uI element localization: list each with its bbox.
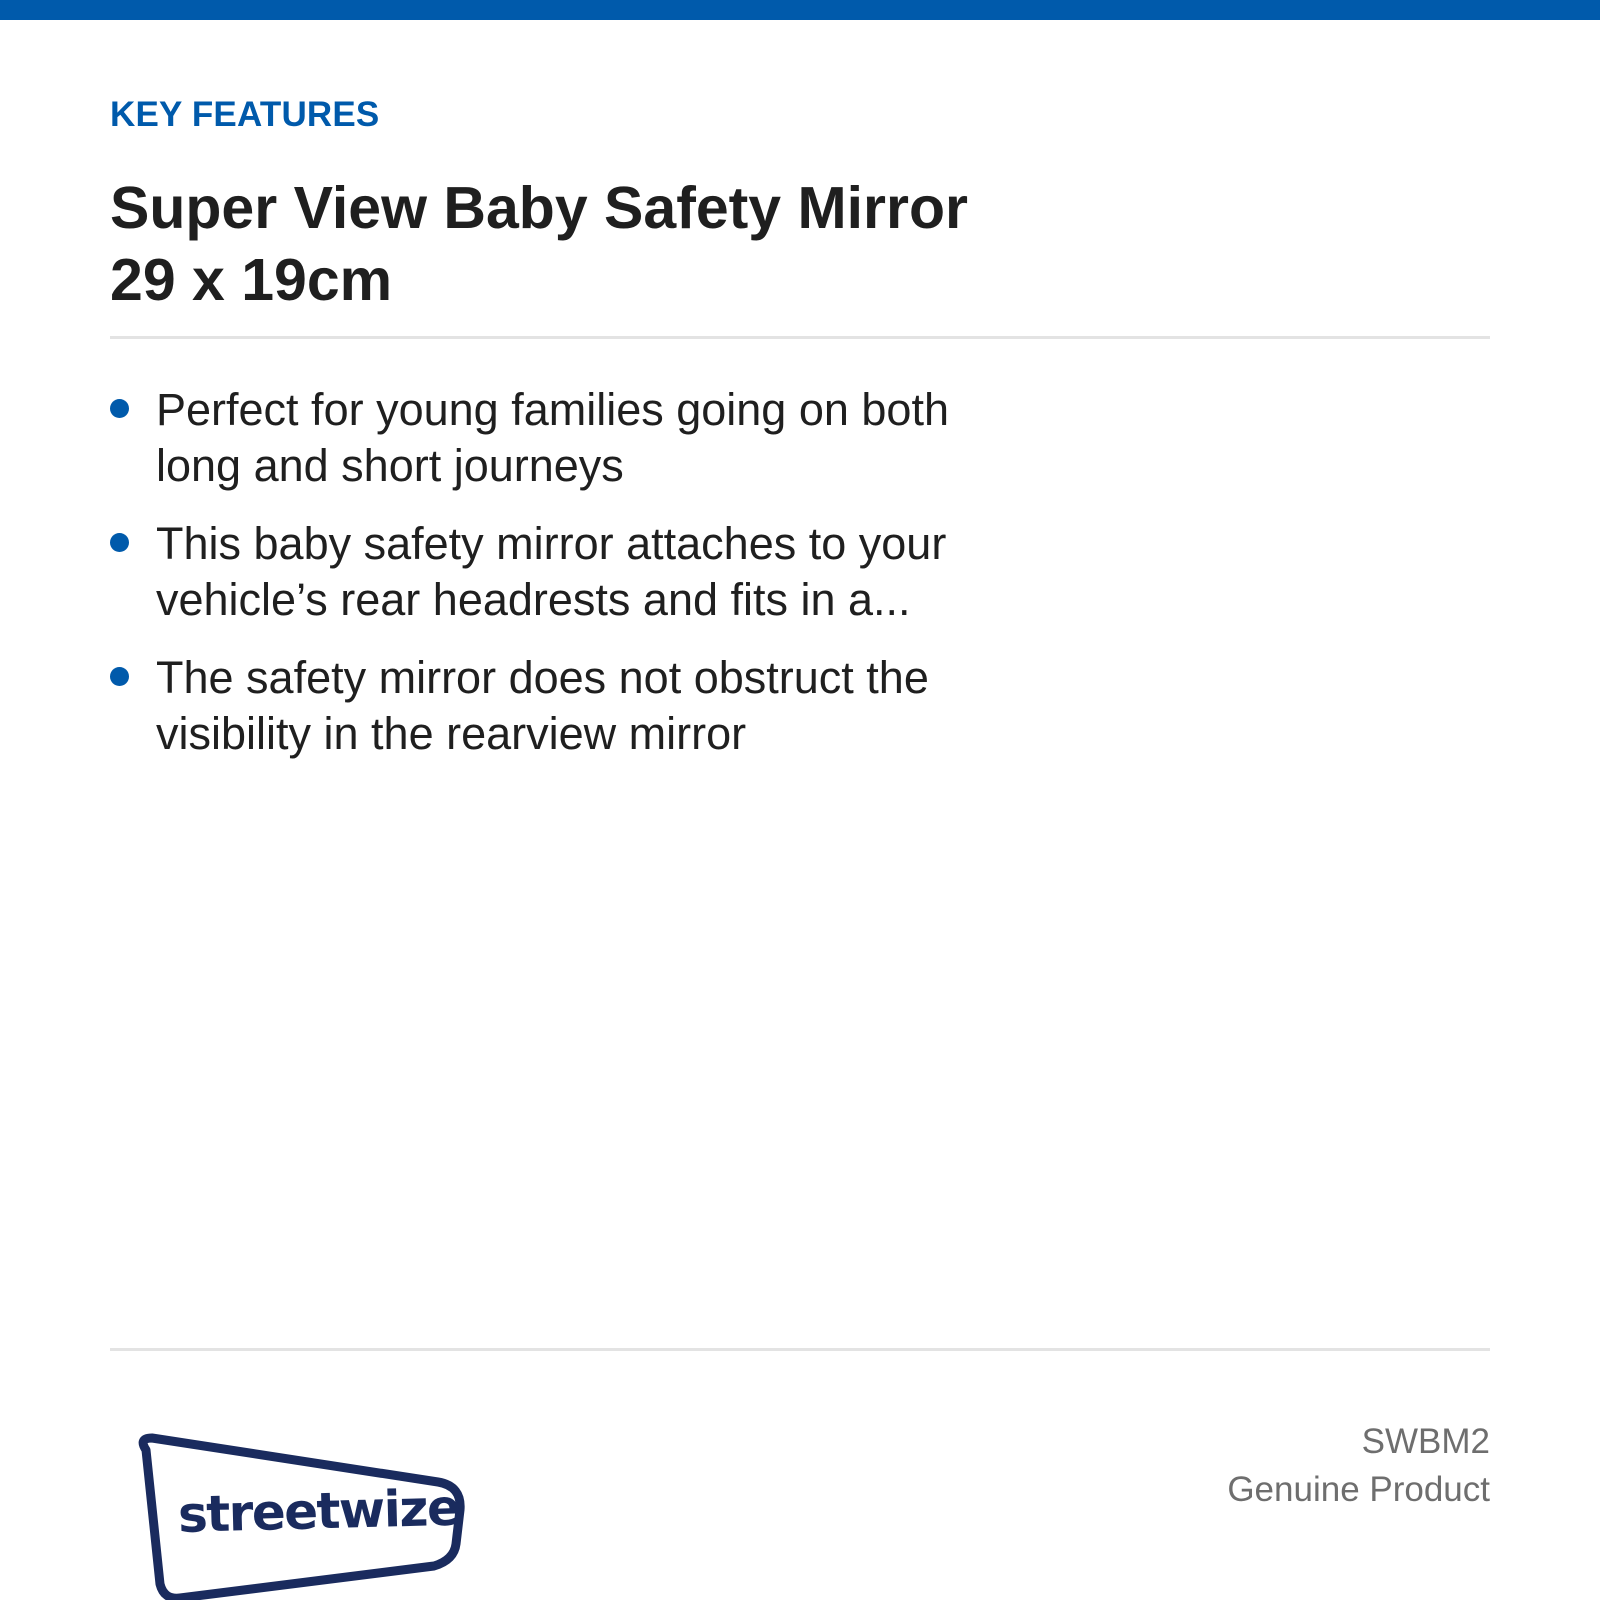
streetwize-logo: [130, 1432, 470, 1600]
genuine-product-label: Genuine Product: [1227, 1470, 1490, 1509]
bullet-dot-icon: [110, 533, 129, 552]
product-title-line2: 29 x 19cm: [110, 247, 393, 313]
feature-item: [110, 650, 1010, 762]
feature-text-line1: This baby safety mirror attaches to your: [156, 518, 947, 569]
feature-text-line2: vehicle’s rear headrests and fits in a...: [156, 574, 911, 625]
feature-text-line2: visibility in the rearview mirror: [156, 708, 747, 759]
feature-list: [110, 382, 1010, 784]
header-divider: [110, 336, 1490, 339]
feature-text-line1: The safety mirror does not obstruct the: [156, 652, 929, 703]
top-accent-bar: [0, 0, 1600, 20]
product-title: [110, 172, 1110, 316]
feature-item: [110, 382, 1010, 494]
section-label: KEY FEATURES: [110, 95, 380, 134]
feature-text-line2: long and short journeys: [156, 440, 624, 491]
bullet-dot-icon: [110, 399, 129, 418]
product-title-line1: Super View Baby Safety Mirror: [110, 175, 968, 241]
bullet-dot-icon: [110, 667, 129, 686]
product-sku: SWBM2: [1361, 1422, 1490, 1461]
feature-text-line1: Perfect for young families going on both: [156, 384, 949, 435]
feature-item: [110, 516, 1010, 628]
footer-divider: [110, 1348, 1490, 1351]
logo-wordmark: streetwize: [177, 1478, 461, 1544]
